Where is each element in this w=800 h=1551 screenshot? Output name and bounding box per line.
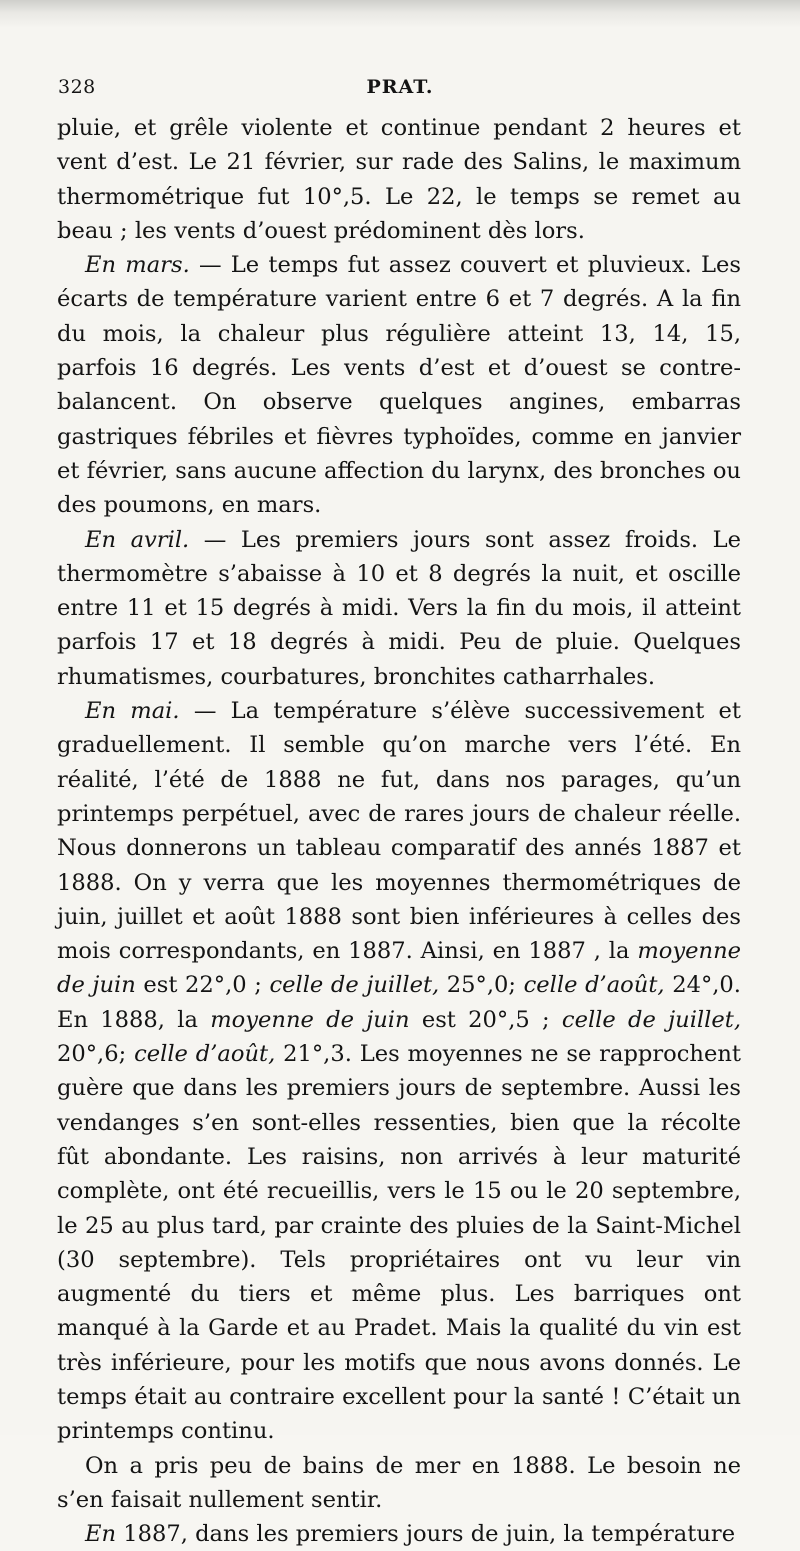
paragraph bbox=[57, 1517, 741, 1551]
paragraph bbox=[57, 523, 741, 694]
text-run: 21°,3. Les moyennes ne se rapprochent guère que dans les premiers jours de septembre. Aussi les vendanges s’en sont-elles ressenties, bien que la récolte fût abondante. Les raisins, non arrivés à leur maturité complète, ont été recueillis, vers le 15 ou le 20 septembre, le 25 au plus tard, par crainte des pluies de la Saint-Michel (30 septembre). Tels propriétaires ont vu leur vin augmenté du tiers et même plus. Les barriques ont manqué à la Garde et au Pradet. Mais la qualité du vin est très inférieure, pour les motifs que nous avons donnés. Le temps était au contraire excellent pour la santé ! C’était un printemps continu. bbox=[57, 1041, 741, 1445]
paragraph bbox=[57, 111, 741, 248]
running-title: PRAT. bbox=[366, 76, 434, 98]
text-run: — La température s’élève successivement et graduellement. Il semble qu’on marche vers l’été. En réalité, l’été de 1888 ne fut, dans nos parages, qu’un printemps perpétuel, avec de rares jours de chaleur réelle. Nous donnerons un tableau comparatif des annés 1887 et 1888. On y verra que les moyennes thermométriques de juin, juillet et août 1888 sont bien inférieures à celles des mois correspondants, en 1887. Ainsi, en 1887 , la bbox=[57, 698, 742, 965]
italic-run: En bbox=[85, 1521, 117, 1548]
italic-run: En mai. bbox=[85, 698, 180, 725]
italic-run: moyenne de juin bbox=[210, 1006, 410, 1033]
italic-run: celle de juillet, bbox=[269, 972, 440, 999]
text-run: 25°,0; bbox=[439, 972, 524, 999]
scan-edge-shadow bbox=[0, 0, 800, 28]
text-run: 1887, dans les premiers jours de juin, la température bbox=[116, 1521, 736, 1548]
italic-run: celle de juillet, bbox=[561, 1006, 742, 1033]
page-number: 328 bbox=[58, 76, 96, 98]
italic-run: celle d’août, bbox=[134, 1041, 276, 1068]
text-run: On a pris peu de bains de mer en 1888. Le besoin ne s’en faisait nullement sentir. bbox=[57, 1452, 741, 1513]
text-run: est 22°,0 ; bbox=[135, 972, 270, 999]
text-run: — Les premiers jours sont assez froids. Le thermomètre s’abaisse à 10 et 8 degrés la nuit, et oscille entre 11 et 15 degrés à midi. Vers la fin du mois, il atteint parfois 17 et 18 degrés à midi. Peu de pluie. Quelques rhumatismes, courbatures, bronchites catharrhales. bbox=[57, 526, 741, 690]
paragraph bbox=[57, 694, 741, 1449]
text-run: 24°,0. En 1888, la bbox=[57, 972, 741, 1033]
text-run: pluie, et grêle violente et continue pendant 2 heures et vent d’est. Le 21 février, sur rade des Salins, le maximum thermométrique fut 10°,5. Le 22, le temps se remet au beau ; les vents d’ouest prédominent dès lors. bbox=[57, 115, 741, 244]
text-run: est 20°,5 ; bbox=[409, 1006, 562, 1033]
text-run: 20°,6; bbox=[57, 1041, 135, 1068]
text-run: — Le temps fut assez couvert et pluvieux. Les écarts de température varient entre 6 et 7 degrés. A la fin du mois, la chaleur plus régulière atteint 13, 14, 15, parfois 16 degrés. Les vents d’est et d’ouest se contre-balancent. On observe quelques angines, embarras gastriques fébriles et fièvres typhoïdes, comme en janvier et février, sans aucune affection du larynx, des bronches ou des poumons, en mars. bbox=[57, 252, 741, 519]
body-text bbox=[57, 111, 741, 1551]
paragraph bbox=[57, 248, 741, 522]
italic-run: moyenne de juin bbox=[57, 938, 741, 999]
running-header bbox=[58, 76, 742, 106]
paragraph bbox=[57, 1449, 741, 1518]
italic-run: En avril. bbox=[85, 526, 190, 553]
italic-run: celle d’août, bbox=[523, 972, 665, 999]
italic-run: En mars. bbox=[85, 252, 190, 279]
